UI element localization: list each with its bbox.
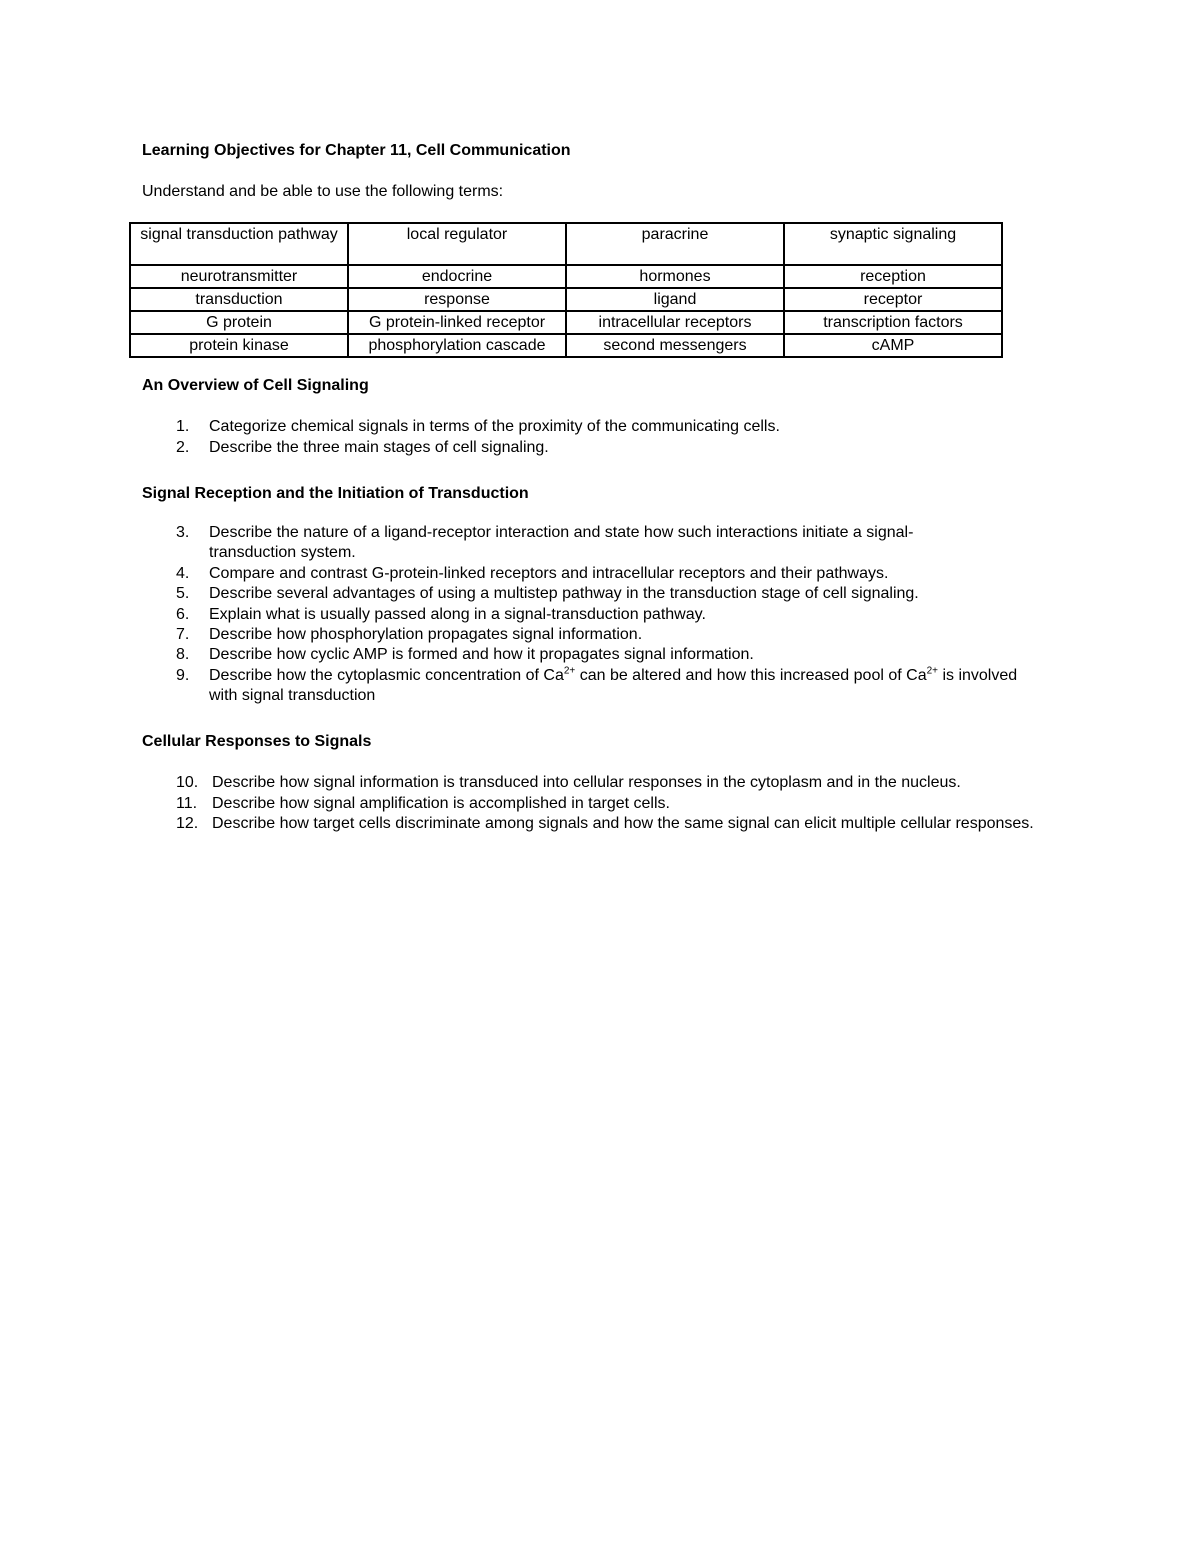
table-cell: local regulator	[348, 223, 566, 265]
item-number: 7.	[176, 626, 190, 643]
table-cell: G protein	[130, 311, 348, 334]
table-cell: phosphorylation cascade	[348, 334, 566, 357]
item-text-part: can be altered and how this increased pool of Ca	[575, 667, 927, 684]
item-number: 5.	[176, 585, 190, 602]
item-text: Describe several advantages of using a multistep pathway in the transduction stage of cell signaling.	[209, 585, 919, 602]
table-cell: signal transduction pathway	[130, 223, 348, 265]
item-number: 12.	[176, 815, 199, 832]
superscript: 2+	[563, 665, 576, 677]
item-number: 1.	[176, 418, 190, 435]
table-cell: response	[348, 288, 566, 311]
item-text: Categorize chemical signals in terms of the proximity of the communicating cells.	[209, 418, 780, 435]
item-text: Describe the nature of a ligand-receptor interaction and state how such interactions initiate a signal-transduction system.	[209, 524, 914, 561]
item-number: 2.	[176, 439, 190, 456]
table-cell: G protein-linked receptor	[348, 311, 566, 334]
item-text: Describe how phosphorylation propagates signal information.	[209, 626, 643, 643]
table-row	[130, 334, 1002, 357]
table-cell: ligand	[566, 288, 784, 311]
item-number: 3.	[176, 524, 190, 541]
table-row	[130, 265, 1002, 288]
item-number: 10.	[176, 774, 199, 791]
table-row	[130, 311, 1002, 334]
terms-table	[129, 222, 1003, 358]
table-cell: cAMP	[784, 334, 1002, 357]
table-cell: paracrine	[566, 223, 784, 265]
table-row	[130, 288, 1002, 311]
table-cell: intracellular receptors	[566, 311, 784, 334]
item-text	[209, 666, 1049, 706]
table-cell: endocrine	[348, 265, 566, 288]
section-heading: An Overview of Cell Signaling	[142, 377, 369, 394]
table-cell: second messengers	[566, 334, 784, 357]
section-heading: Signal Reception and the Initiation of Transduction	[142, 485, 529, 502]
table-cell: protein kinase	[130, 334, 348, 357]
table-cell: hormones	[566, 265, 784, 288]
item-number: 9.	[176, 667, 190, 684]
item-text-part: is involved with signal transduction	[209, 667, 1018, 704]
item-text: Describe how signal information is transduced into cellular responses in the cytoplasm and in the nucleus.	[212, 774, 961, 791]
item-number: 11.	[176, 795, 198, 812]
table-row	[130, 223, 1002, 265]
table-cell: neurotransmitter	[130, 265, 348, 288]
item-text: Describe the three main stages of cell signaling.	[209, 439, 549, 456]
item-number: 6.	[176, 606, 190, 623]
superscript: 2+	[926, 665, 938, 677]
table-cell: reception	[784, 265, 1002, 288]
section-heading: Cellular Responses to Signals	[142, 733, 372, 750]
table-cell: transcription factors	[784, 311, 1002, 334]
item-text: Describe how target cells discriminate among signals and how the same signal can elicit multiple cellular responses.	[212, 815, 1034, 832]
item-number: 8.	[176, 646, 190, 663]
item-number: 4.	[176, 565, 190, 582]
item-text: Describe how cyclic AMP is formed and how it propagates signal information.	[209, 646, 754, 663]
item-text: Compare and contrast G-protein-linked receptors and intracellular receptors and their pathways.	[209, 565, 889, 582]
table-cell: transduction	[130, 288, 348, 311]
page-title: Learning Objectives for Chapter 11, Cell Communication	[142, 142, 571, 159]
table-cell: receptor	[784, 288, 1002, 311]
intro-text: Understand and be able to use the following terms:	[142, 183, 504, 200]
item-text-part: Describe how the cytoplasmic concentration of Ca	[209, 667, 564, 684]
item-text: Explain what is usually passed along in a signal-transduction pathway.	[209, 606, 706, 623]
item-text: Describe how signal amplification is accomplished in target cells.	[212, 795, 670, 812]
table-cell: synaptic signaling	[784, 223, 1002, 265]
